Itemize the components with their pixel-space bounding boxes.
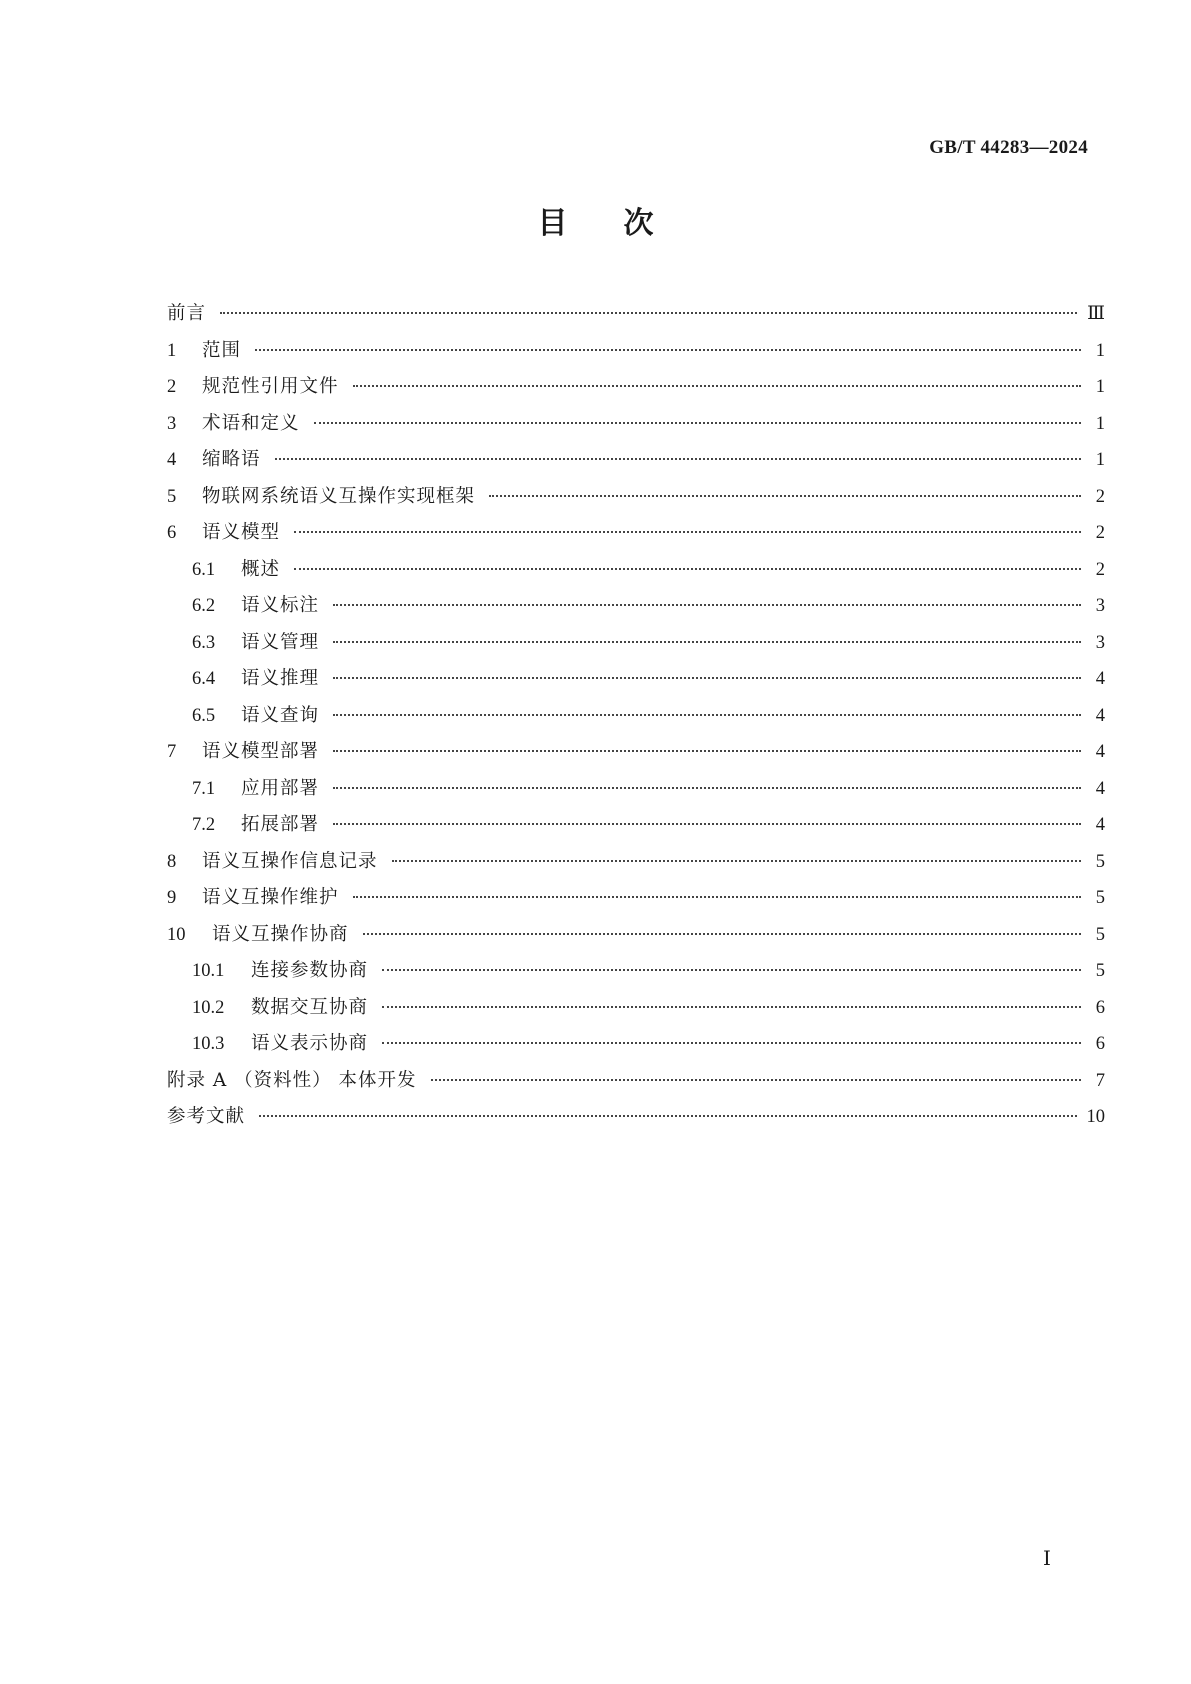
page-number: Ⅰ xyxy=(1043,1548,1051,1570)
toc-entry-page: 1 xyxy=(1095,377,1105,397)
toc-entry[interactable] xyxy=(167,923,1105,960)
toc-entry-number: 6.1 xyxy=(192,559,216,580)
toc-entry-page: 6 xyxy=(1095,997,1105,1018)
toc-entry[interactable] xyxy=(167,448,1105,485)
toc-entry-title: 数据交互协商 xyxy=(251,996,369,1018)
toc-entry-number: 2 xyxy=(167,377,177,397)
toc-entry-number: 3 xyxy=(167,413,177,434)
toc-entry-title: 语义表示协商 xyxy=(251,1033,369,1054)
toc-dot-leader xyxy=(489,495,1081,497)
toc-dot-leader xyxy=(294,568,1081,570)
toc-entry[interactable] xyxy=(167,412,1105,449)
toc-entry-page: 3 xyxy=(1095,596,1105,616)
toc-entry-number: 10.1 xyxy=(192,961,225,981)
toc-entry-number: 10 xyxy=(167,924,186,945)
toc-entry-title: 附录 A （资料性） 本体开发 xyxy=(167,1069,417,1091)
toc-dot-leader xyxy=(259,1115,1076,1117)
toc-entry-page: 2 xyxy=(1095,486,1105,507)
standard-code: GB/T 44283—2024 xyxy=(929,137,1088,158)
toc-entry[interactable] xyxy=(167,813,1105,850)
toc-entry-number: 5 xyxy=(167,486,177,507)
toc-entry-number: 7.2 xyxy=(192,815,216,835)
toc-entry-page: 10 xyxy=(1086,1107,1105,1127)
toc-entry[interactable] xyxy=(167,996,1105,1033)
toc-entry[interactable] xyxy=(167,667,1105,704)
toc-dot-leader xyxy=(220,312,1077,314)
toc-entry-number: 6 xyxy=(167,523,177,543)
toc-entry[interactable] xyxy=(167,850,1105,887)
toc-entry-title: 物联网系统语义互操作实现框架 xyxy=(202,485,476,507)
toc-entry-number: 8 xyxy=(167,851,177,872)
toc-entry-title: 语义互操作维护 xyxy=(202,887,339,908)
toc-entry[interactable] xyxy=(167,1032,1105,1069)
toc-entry[interactable] xyxy=(167,886,1105,923)
toc-entry-page: 4 xyxy=(1095,742,1105,762)
toc-entry[interactable] xyxy=(167,521,1105,558)
toc-dot-leader xyxy=(333,787,1081,789)
page-title: 目次 xyxy=(537,206,710,241)
toc-entry-page: 6 xyxy=(1095,1034,1105,1054)
toc-dot-leader xyxy=(382,1042,1081,1044)
toc-entry[interactable] xyxy=(167,740,1105,777)
toc-dot-leader xyxy=(333,823,1081,825)
toc-entry-page: 3 xyxy=(1095,632,1105,653)
toc-entry-page: 5 xyxy=(1095,888,1105,908)
toc-dot-leader xyxy=(431,1079,1081,1081)
toc-entry[interactable] xyxy=(167,375,1105,412)
toc-dot-leader xyxy=(333,641,1081,643)
toc-dot-leader xyxy=(333,677,1081,679)
toc-entry-title: 语义标注 xyxy=(241,595,320,616)
toc-entry[interactable] xyxy=(167,777,1105,814)
toc-entry[interactable] xyxy=(167,959,1105,996)
table-of-contents xyxy=(167,302,1105,1142)
toc-entry-title: 拓展部署 xyxy=(241,814,320,835)
toc-entry-title: 术语和定义 xyxy=(202,412,300,434)
toc-dot-leader xyxy=(333,714,1081,716)
toc-entry-title: 参考文献 xyxy=(167,1106,246,1127)
toc-entry-number: 6.5 xyxy=(192,705,216,726)
toc-entry[interactable] xyxy=(167,339,1105,376)
toc-entry-page: 1 xyxy=(1095,413,1105,434)
toc-entry-title: 范围 xyxy=(202,339,242,361)
toc-entry-page: 7 xyxy=(1095,1070,1105,1091)
toc-entry-number: 6.3 xyxy=(192,632,216,653)
toc-entry-title: 前言 xyxy=(167,303,207,324)
toc-entry-title: 语义推理 xyxy=(241,668,320,689)
toc-dot-leader xyxy=(333,604,1081,606)
toc-entry-title: 语义查询 xyxy=(241,704,320,726)
toc-entry-page: 5 xyxy=(1095,924,1105,945)
toc-entry-title: 应用部署 xyxy=(241,777,320,799)
toc-entry[interactable] xyxy=(167,558,1105,595)
toc-entry-title: 连接参数协商 xyxy=(251,960,369,981)
toc-dot-leader xyxy=(333,750,1081,752)
toc-entry-title: 语义管理 xyxy=(241,631,320,653)
toc-entry-number: 10.2 xyxy=(192,997,225,1018)
toc-entry-number: 7 xyxy=(167,742,177,762)
toc-entry-title: 语义模型 xyxy=(202,522,281,543)
toc-entry-title: 语义模型部署 xyxy=(202,741,320,762)
toc-entry-title: 规范性引用文件 xyxy=(202,376,339,397)
toc-dot-leader xyxy=(363,933,1081,935)
toc-entry-number: 7.1 xyxy=(192,778,216,799)
toc-entry[interactable] xyxy=(167,485,1105,522)
toc-dot-leader xyxy=(382,1006,1081,1008)
toc-entry-number: 6.2 xyxy=(192,596,216,616)
toc-entry[interactable] xyxy=(167,704,1105,741)
toc-entry-title: 概述 xyxy=(241,558,281,580)
toc-dot-leader xyxy=(294,531,1081,533)
toc-entry[interactable] xyxy=(167,631,1105,668)
toc-entry-number: 4 xyxy=(167,450,177,470)
toc-entry[interactable] xyxy=(167,1105,1105,1142)
toc-dot-leader xyxy=(382,969,1081,971)
toc-dot-leader xyxy=(255,349,1081,351)
toc-dot-leader xyxy=(353,385,1081,387)
toc-entry-number: 9 xyxy=(167,888,177,908)
toc-entry[interactable] xyxy=(167,1069,1105,1106)
toc-entry-title: 缩略语 xyxy=(202,449,261,470)
toc-entry[interactable] xyxy=(167,594,1105,631)
toc-entry-page: 5 xyxy=(1095,851,1105,872)
toc-entry-page: 4 xyxy=(1095,669,1105,689)
toc-dot-leader xyxy=(275,458,1081,460)
toc-entry-page: 1 xyxy=(1095,450,1105,470)
toc-entry-page: 2 xyxy=(1095,523,1105,543)
toc-entry-page: 4 xyxy=(1095,705,1105,726)
toc-entry-page: Ⅲ xyxy=(1087,304,1105,324)
toc-entry-number: 10.3 xyxy=(192,1034,225,1054)
toc-entry-number: 6.4 xyxy=(192,669,216,689)
toc-entry-page: 4 xyxy=(1095,815,1105,835)
toc-dot-leader xyxy=(353,896,1081,898)
toc-entry[interactable] xyxy=(167,302,1105,339)
toc-dot-leader xyxy=(314,422,1081,424)
toc-entry-page: 4 xyxy=(1095,778,1105,799)
toc-entry-page: 1 xyxy=(1095,340,1105,361)
toc-entry-title: 语义互操作协商 xyxy=(212,923,349,945)
toc-entry-title: 语义互操作信息记录 xyxy=(202,850,378,872)
toc-entry-number: 1 xyxy=(167,340,177,361)
toc-dot-leader xyxy=(392,860,1081,862)
toc-entry-page: 2 xyxy=(1095,559,1105,580)
toc-entry-page: 5 xyxy=(1095,961,1105,981)
